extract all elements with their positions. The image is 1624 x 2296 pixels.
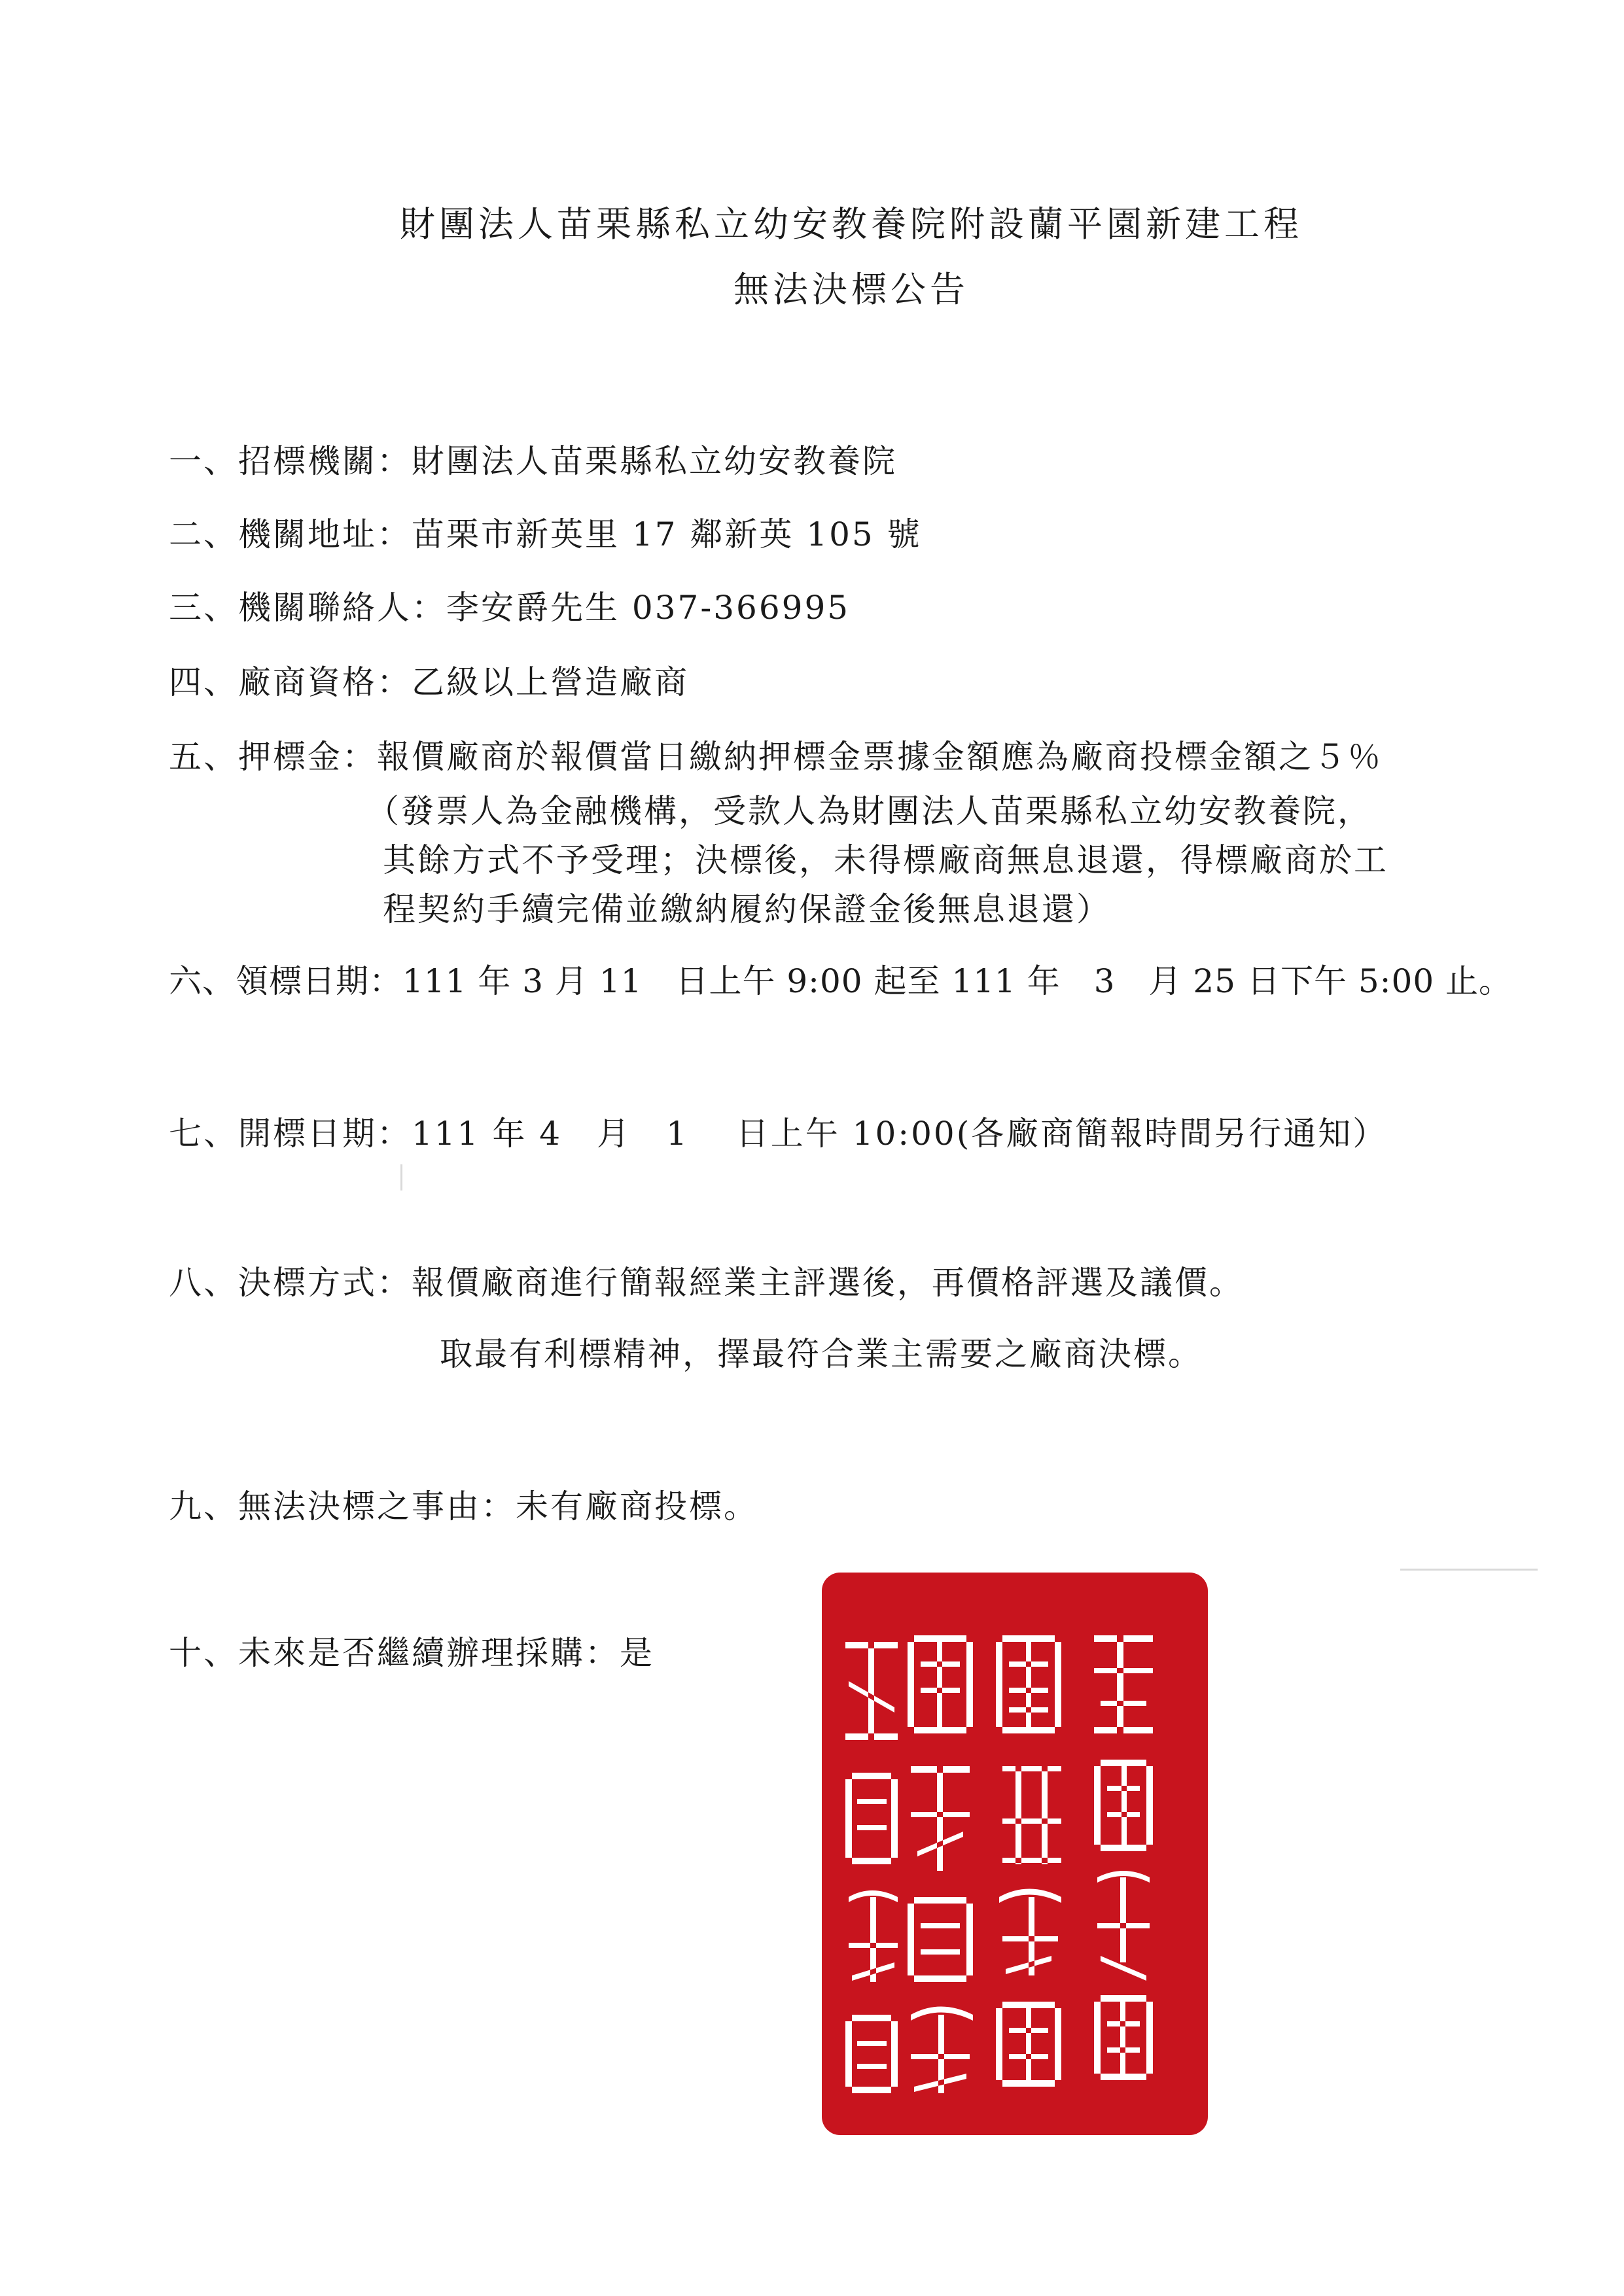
item-value: 111 年 3 月 11 日上午 9:00 起至 111 年 3 月 25 日下午 5:00 止。 xyxy=(402,962,1513,1000)
item-award-method-continuation: 取最有利標精神，擇最符合業主需要之廠商決標。 xyxy=(440,1335,1203,1373)
scan-speck xyxy=(1400,1569,1538,1571)
item-number: 二、 xyxy=(169,515,238,553)
item-label: 機關地址： xyxy=(238,515,412,553)
item-bid-bond-continuation-2: 其餘方式不予受理；決標後，未得標廠商無息退還，得標廠商於工 xyxy=(383,841,1388,879)
item-label: 無法決標之事由： xyxy=(238,1487,516,1525)
item-value: 報價廠商進行簡報經業主評選後，再價格評選及議價。 xyxy=(412,1264,1244,1302)
item-future-procurement xyxy=(169,1634,654,1672)
item-number: 六、 xyxy=(169,962,236,1000)
item-label: 招標機關： xyxy=(238,442,412,480)
document-subtitle: 無法決標公告 xyxy=(733,269,969,310)
item-number: 三、 xyxy=(169,589,238,627)
item-value: 乙級以上營造廠商 xyxy=(412,663,689,701)
item-bid-bond-continuation-1: （發票人為金融機構，受款人為財團法人苗栗縣私立幼安教養院， xyxy=(366,792,1372,830)
item-agency-contact xyxy=(169,589,851,627)
item-number: 四、 xyxy=(169,663,238,701)
item-label: 未來是否繼續辦理採購： xyxy=(238,1634,620,1672)
item-value: 李安爵先生 037-366995 xyxy=(446,589,851,627)
item-agency-address xyxy=(169,515,922,553)
item-opening-date xyxy=(169,1115,1388,1153)
item-label: 廠商資格： xyxy=(238,663,412,701)
item-value: 報價廠商於報價當日繳納押標金票據金額應為廠商投標金額之５％ xyxy=(377,738,1383,776)
document-title: 財團法人苗栗縣私立幼安教養院附設蘭平園新建工程 xyxy=(400,203,1303,245)
item-value: 是 xyxy=(620,1634,654,1672)
item-number: 十、 xyxy=(169,1634,238,1672)
item-bid-bond-continuation-3: 程契約手續完備並繳納履約保證金後無息退還） xyxy=(383,890,1111,928)
item-label: 押標金： xyxy=(238,738,377,776)
item-label: 決標方式： xyxy=(238,1264,412,1302)
item-collection-date xyxy=(169,962,1513,1000)
item-vendor-qualification xyxy=(169,663,689,701)
item-tendering-agency xyxy=(169,442,897,480)
item-value: 財團法人苗栗縣私立幼安教養院 xyxy=(412,442,897,480)
item-label: 開標日期： xyxy=(238,1115,412,1153)
item-bid-bond xyxy=(169,738,1383,776)
item-number: 一、 xyxy=(169,442,238,480)
item-value: 111 年 4 月 1 日上午 10:00(各廠商簡報時間另行通知） xyxy=(412,1115,1388,1153)
item-value: 苗栗市新英里 17 鄰新英 105 號 xyxy=(412,515,922,553)
official-seal xyxy=(819,1570,1210,2138)
item-label: 領標日期： xyxy=(236,962,402,1000)
item-reason-no-award xyxy=(169,1487,758,1525)
item-number: 九、 xyxy=(169,1487,238,1525)
scan-speck xyxy=(400,1164,402,1191)
item-value: 未有廠商投標。 xyxy=(516,1487,758,1525)
item-number: 八、 xyxy=(169,1264,238,1302)
item-label: 機關聯絡人： xyxy=(238,589,446,627)
item-number: 五、 xyxy=(169,738,238,776)
item-award-method xyxy=(169,1264,1244,1302)
item-number: 七、 xyxy=(169,1115,238,1153)
